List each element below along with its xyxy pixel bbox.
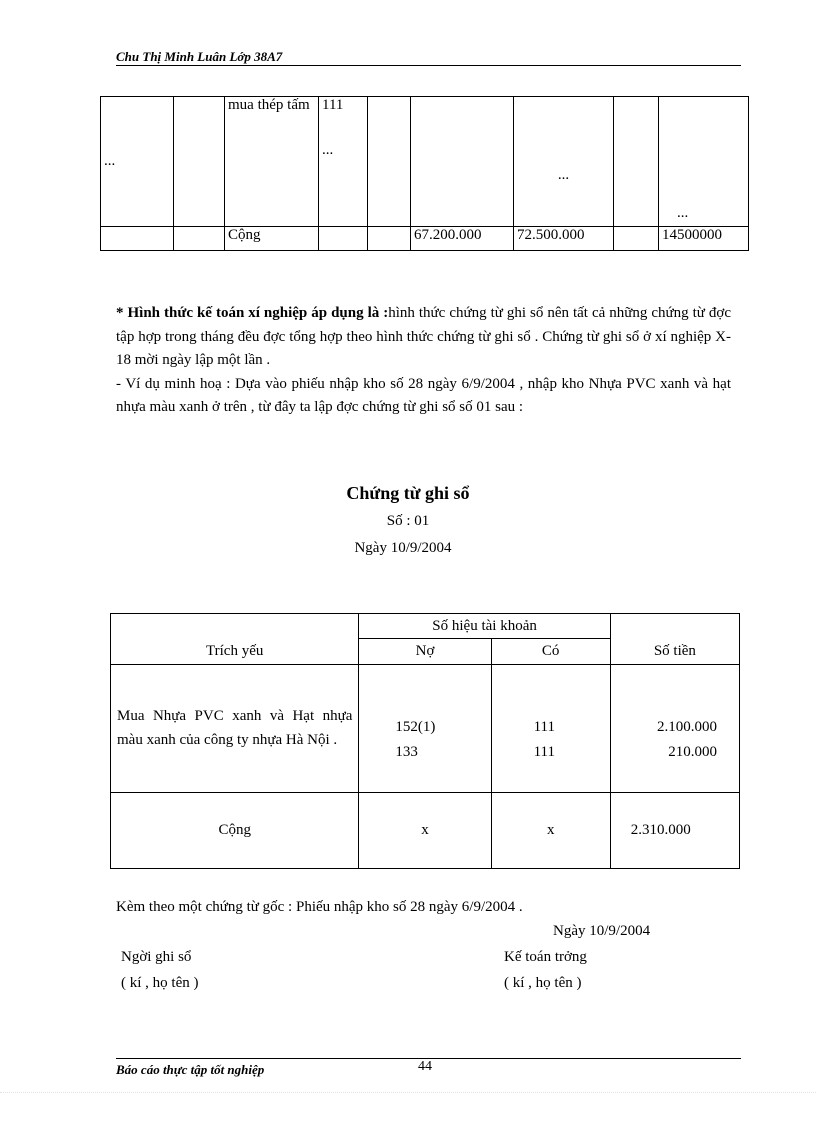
account-code: 111 (322, 97, 344, 113)
recorder-title: Ngời ghi sổ (121, 949, 192, 965)
table-row (111, 793, 740, 869)
table-cell (614, 97, 659, 227)
attachment-note: Kèm theo một chứng từ gốc : Phiếu nhập kho số 28 ngày 6/9/2004 . (116, 899, 523, 915)
entry-description: Mua Nhựa PVC xanh và Hạt nhựa màu xanh của công ty nhựa Hà Nội . (111, 665, 359, 793)
table-row (101, 227, 749, 251)
page-footer: Báo cáo thực tập tốt nghiệp (116, 1062, 265, 1077)
table-cell (368, 97, 411, 227)
amount: 2.100.000 (657, 718, 717, 735)
header-cell: Số hiệu tài khoản (359, 614, 610, 639)
voucher-title: Chứng từ ghi sổ (346, 483, 470, 503)
chief-accountant-note: ( kí , họ tên ) (504, 975, 582, 991)
table-cell (174, 97, 225, 227)
voucher-date: Ngày 10/9/2004 (354, 540, 452, 556)
table-cell (319, 97, 368, 227)
total-debit: x (359, 793, 491, 869)
chief-accountant-title: Kế toán trởng (504, 949, 587, 965)
table-cell (491, 665, 610, 793)
table-cell (614, 227, 659, 251)
ellipsis: ... (322, 142, 334, 158)
total-value: 14500000 (659, 227, 749, 251)
total-amount: 2.310.000 (610, 793, 739, 869)
total-credit: x (491, 793, 610, 869)
page-header: Chu Thị Minh Luân Lớp 38A7 (116, 49, 283, 64)
header-cell: Có (491, 639, 610, 665)
page-number: 44 (418, 1059, 432, 1074)
voucher-table (110, 613, 740, 869)
body-text (116, 302, 731, 420)
recorder-note: ( kí , họ tên ) (121, 975, 199, 991)
table-cell (359, 665, 491, 793)
voucher-number: Số : 01 (386, 513, 430, 529)
table-cell (368, 227, 411, 251)
table-cell (101, 227, 174, 251)
amount: 210.000 (668, 743, 717, 760)
table-cell (610, 665, 739, 793)
bold-heading: * Hình thức kế toán xí nghiệp áp dụng là : (116, 305, 389, 321)
debit-account: 133 (395, 743, 418, 760)
credit-account: 111 (533, 718, 555, 735)
debit-account: 152(1) (395, 718, 436, 735)
total-label: Cộng (225, 227, 319, 251)
header-cell: Số tiền (610, 614, 739, 665)
header-cell: Trích yếu (111, 614, 359, 665)
table-cell (411, 97, 514, 227)
table-cell: ... (101, 97, 174, 227)
page-edge (0, 1092, 816, 1093)
table-cell: mua thép tấm (225, 97, 319, 227)
table-row (111, 614, 740, 639)
continued-table (100, 96, 749, 251)
total-label: Cộng (111, 793, 359, 869)
table-row (101, 97, 749, 227)
paragraph: - Ví dụ minh hoạ : Dựa vào phiếu nhập kho số 28 ngày 6/9/2004 , nhập kho Nhựa PVC xanh và hạt nhựa màu xanh ở trên , từ đây ta lập đợc chứng từ ghi sổ số 01 sau : (116, 375, 731, 415)
table-cell: ... (659, 97, 749, 227)
credit-account: 111 (533, 743, 555, 760)
table-cell (174, 227, 225, 251)
header-rule (116, 65, 741, 66)
header-cell: Nợ (359, 639, 491, 665)
table-row (111, 665, 740, 793)
total-value: 67.200.000 (411, 227, 514, 251)
table-cell (319, 227, 368, 251)
total-value: 72.500.000 (514, 227, 614, 251)
table-cell: ... (514, 97, 614, 227)
paragraph: * Hình thức kế toán xí nghiệp áp dụng là :hình thức chứng từ ghi sổ nên tất cả những chứng từ đợc tập hợp trong tháng đều đợc tổng hợp theo hình thức chứng từ ghi sổ . Chứng từ ghi sổ ở xí nghiệp X-18 mời ngày lập một lần . (116, 305, 732, 368)
signing-date: Ngày 10/9/2004 (553, 923, 651, 939)
